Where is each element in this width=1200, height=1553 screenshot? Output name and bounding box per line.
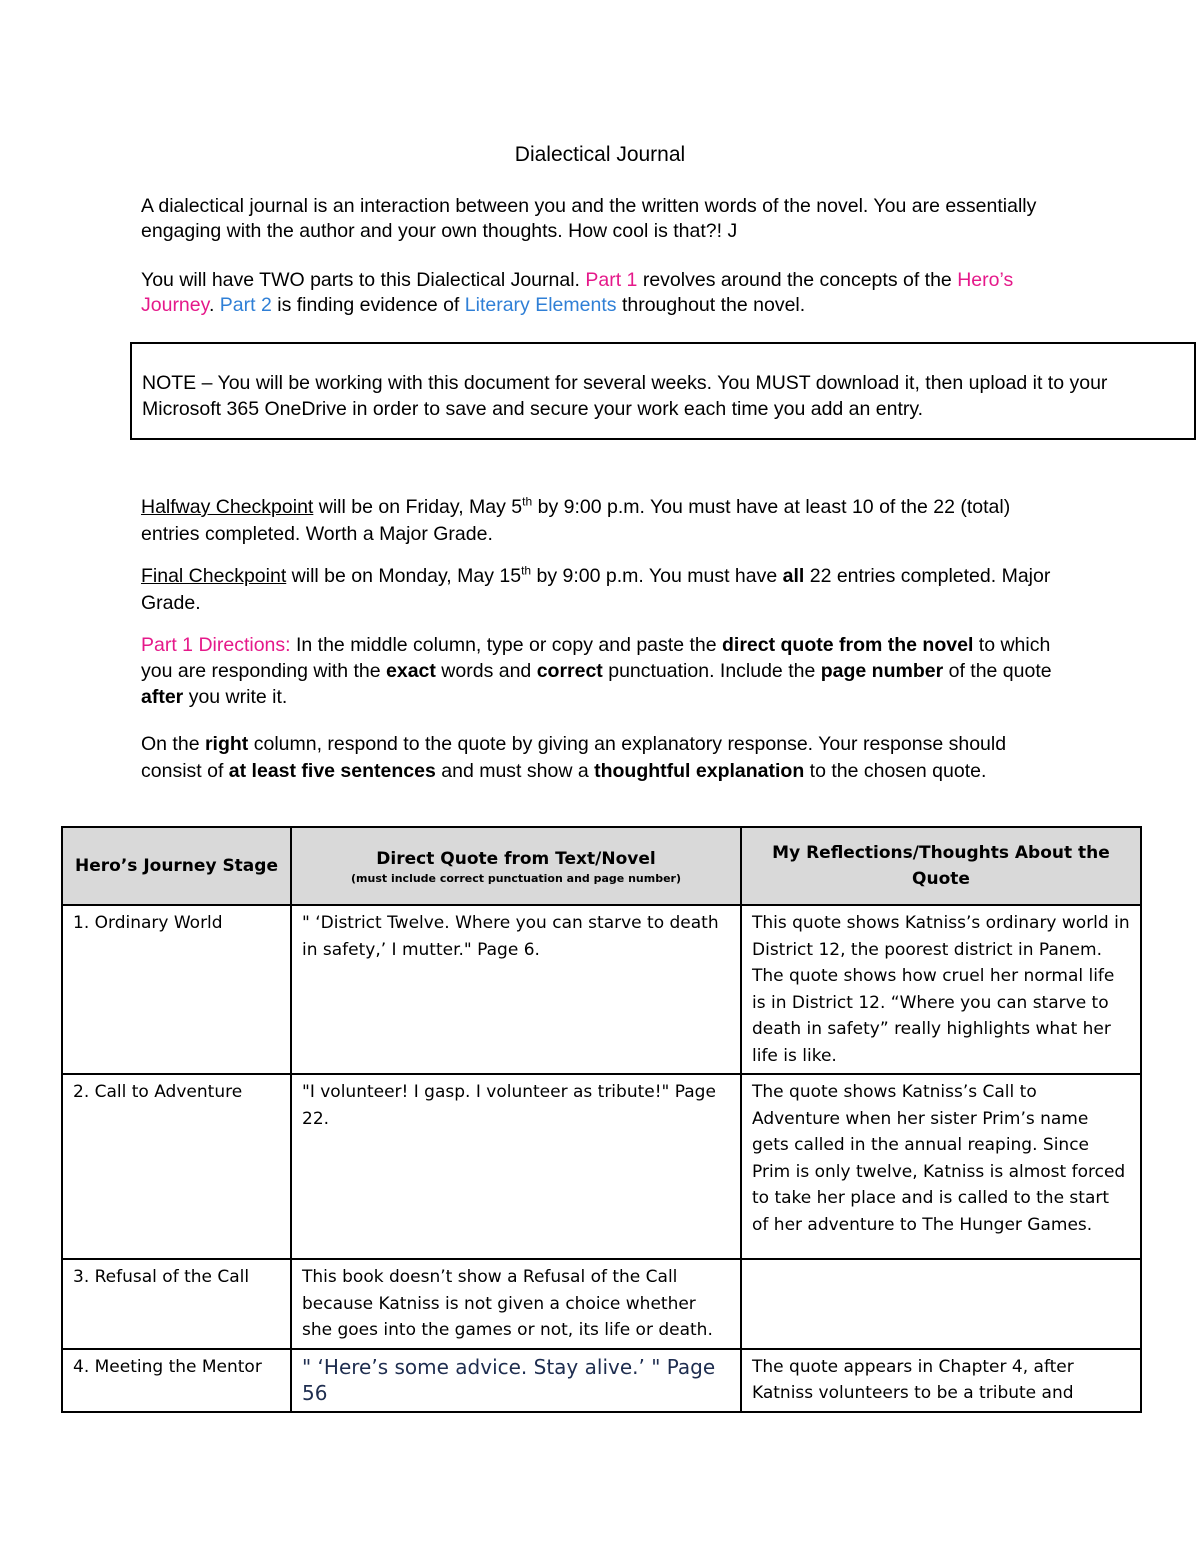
part1-directions-label: Part 1 Directions: — [141, 634, 291, 656]
table-header-row — [62, 827, 1141, 905]
heros-journey-label: Hero’s Journey — [141, 269, 1014, 316]
reflection-cell[interactable]: The quote appears in Chapter 4, after Katniss volunteers to be a tribute and — [741, 1349, 1141, 1412]
reflection-cell[interactable]: The quote shows Katniss’s Call to Adventure when her sister Prim’s name gets called in the annual reaping. Since Prim is only twelve, Katniss is almost forced to take her place and is called to the start of her adventure to The Hunger Games. — [741, 1074, 1141, 1259]
note-text: NOTE – You will be working with this document for several weeks. You MUST download it, then upload it to your Microsoft 365 OneDrive in order to save and secure your work each time you add an entry. — [142, 372, 1108, 420]
parts-paragraph: You will have TWO parts to this Dialectical Journal. Part 1 revolves around the concepts of the Hero’s Journey. Part 2 is finding evidence of Literary Elements throughout the novel. — [141, 269, 1014, 316]
halfway-checkpoint-label: Halfway Checkpoint — [141, 496, 314, 518]
header-stage: Hero’s Journey Stage — [62, 827, 291, 905]
part1-directions-paragraph: Part 1 Directions: In the middle column, type or copy and paste the direct quote from the novel to which you are responding with the exact words and correct punctuation. Include the page number of the quote after you write it. — [141, 634, 1052, 708]
document-title: Dialectical Journal — [514, 143, 686, 166]
quote-cell[interactable]: "I volunteer! I gasp. I volunteer as tribute!" Page 22. — [291, 1074, 741, 1259]
intro-paragraph: A dialectical journal is an interaction between you and the written words of the novel. You are essentially engaging with the author and your own thoughts. How cool is that?! J — [141, 195, 1037, 242]
header-quote-subtitle: (must include correct punctuation and page number) — [351, 872, 681, 886]
part2-label: Part 2 — [219, 294, 272, 316]
table-row — [62, 905, 1141, 1074]
quote-cell[interactable]: " ‘Here’s some advice. Stay alive.’ " Page 56 — [291, 1349, 741, 1412]
stage-cell[interactable]: 2. Call to Adventure — [62, 1074, 291, 1259]
reflection-cell[interactable]: This quote shows Katniss’s ordinary world in District 12, the poorest district in Panem. The quote shows how cruel her normal life is in District 12. “Where you can starve to death in safety” really highlights what her life is like. — [741, 905, 1141, 1074]
right-column-directions-paragraph: On the right column, respond to the quote by giving an explanatory response. Your response should consist of at least five sentences and must show a thoughtful explanation to the chosen quote. — [141, 733, 1007, 782]
part1-label: Part 1 — [585, 269, 638, 291]
final-checkpoint-label: Final Checkpoint — [141, 565, 287, 587]
stage-cell[interactable]: 3. Refusal of the Call — [62, 1259, 291, 1349]
halfway-checkpoint-paragraph: Halfway Checkpoint will be on Friday, May 5th by 9:00 p.m. You must have at least 10 of the 22 (total) entries completed. Worth a Major Grade. — [141, 494, 1011, 545]
header-reflection: My Reflections/Thoughts About the Quote — [741, 827, 1141, 905]
literary-elements-label: Literary Elements — [464, 294, 617, 316]
stage-cell[interactable]: 1. Ordinary World — [62, 905, 291, 1074]
stage-cell[interactable]: 4. Meeting the Mentor — [62, 1349, 291, 1412]
quote-cell[interactable]: " ‘District Twelve. Where you can starve to death in safety,’ I mutter." Page 6. — [291, 905, 741, 1074]
journal-table — [61, 826, 1142, 1413]
header-quote: Direct Quote from Text/Novel (must include correct punctuation and page number) — [291, 827, 741, 905]
final-checkpoint-paragraph: Final Checkpoint will be on Monday, May 15th by 9:00 p.m. You must have all 22 entries completed. Major Grade. — [141, 563, 1051, 614]
note-box — [130, 342, 1196, 440]
quote-cell[interactable]: This book doesn’t show a Refusal of the Call because Katniss is not given a choice whether she goes into the games or not, its life or death. — [291, 1259, 741, 1349]
table-row — [62, 1074, 1141, 1259]
table-row — [62, 1259, 1141, 1349]
table-row — [62, 1349, 1141, 1412]
reflection-cell[interactable] — [741, 1259, 1141, 1349]
